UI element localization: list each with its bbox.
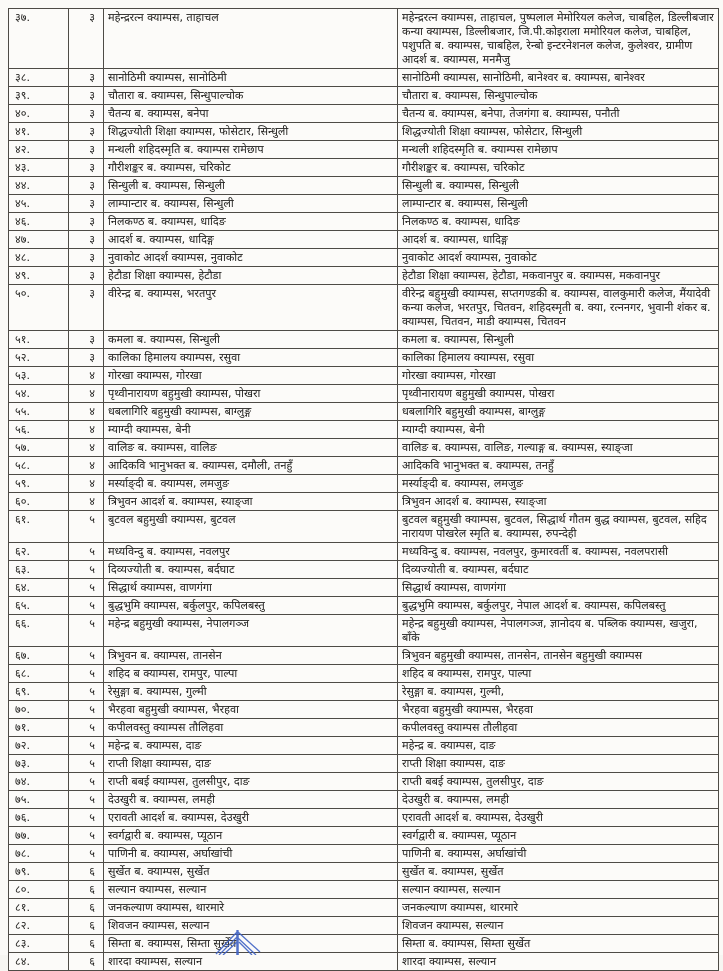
serial-number-cell: ३८. [9, 69, 69, 87]
serial-number-cell: ८०. [9, 881, 69, 899]
table-row [9, 439, 719, 457]
table-row [9, 737, 719, 755]
serial-number-cell: ६७. [9, 647, 69, 665]
serial-number-cell: ४१. [9, 123, 69, 141]
serial-number-cell: ३७. [9, 9, 69, 69]
campus-name-cell: सुर्खेत ब. क्याम्पस, सुर्खेत [104, 863, 398, 881]
campus-details-cell: हेटौडा शिक्षा क्याम्पस, हेटौडा, मकवानपुर ब. क्याम्पस, मकवानपुर [398, 267, 719, 285]
region-number-cell: ३ [69, 69, 104, 87]
campus-details-cell: लाम्पान्टार ब. क्याम्पस, सिन्धुली [398, 195, 719, 213]
region-number-cell: ४ [69, 475, 104, 493]
region-number-cell: ५ [69, 561, 104, 579]
campus-name-cell: दिव्यज्योती ब. क्याम्पस, बर्दघाट [104, 561, 398, 579]
region-number-cell: ४ [69, 457, 104, 475]
campus-name-cell: शारदा क्याम्पस, सल्यान [104, 953, 398, 971]
table-row [9, 953, 719, 971]
campus-details-cell: गौरीशङ्कर ब. क्याम्पस, चरिकोट [398, 159, 719, 177]
table-row [9, 597, 719, 615]
campus-name-cell: सिम्ता ब. क्याम्पस, सिम्ता सुर्खेत [104, 935, 398, 953]
campus-name-cell: गौरीशङ्कर ब. क्याम्पस, चरिकोट [104, 159, 398, 177]
table-row [9, 935, 719, 953]
region-number-cell: ३ [69, 285, 104, 331]
serial-number-cell: ७३. [9, 755, 69, 773]
campus-details-cell: बुद्धभुमि क्याम्पस, बर्कुलपुर, नेपाल आदर्श ब. क्याम्पस, कपिलबस्तु [398, 597, 719, 615]
campus-details-cell: भैरहवा बहुमुखी क्याम्पस, भैरहवा [398, 701, 719, 719]
campus-details-cell: मर्स्याङ्दी ब. क्याम्पस, लमजुङ [398, 475, 719, 493]
serial-number-cell: ६२. [9, 543, 69, 561]
campus-name-cell: सल्यान क्याम्पस, सल्यान [104, 881, 398, 899]
region-number-cell: ५ [69, 755, 104, 773]
campus-details-cell: राप्ती बबई क्याम्पस, तुलसीपुर, दाङ [398, 773, 719, 791]
table-row [9, 349, 719, 367]
table-row [9, 899, 719, 917]
region-number-cell: ३ [69, 267, 104, 285]
serial-number-cell: ८३. [9, 935, 69, 953]
campus-details-cell: पृथ्वीनारायण बहुमुखी क्याम्पस, पोखरा [398, 385, 719, 403]
region-number-cell: ६ [69, 863, 104, 881]
region-number-cell: ६ [69, 899, 104, 917]
campus-details-cell: सुर्खेत ब. क्याम्पस, सुर्खेत [398, 863, 719, 881]
serial-number-cell: ७०. [9, 701, 69, 719]
serial-number-cell: ५२. [9, 349, 69, 367]
campus-details-cell: म्याग्दी क्याम्पस, बेनी [398, 421, 719, 439]
campus-details-cell: मध्यविन्दु ब. क्याम्पस, नवलपुर, कुमारवर्ती ब. क्याम्पस, नवलपरासी [398, 543, 719, 561]
region-number-cell: ५ [69, 647, 104, 665]
table-row [9, 475, 719, 493]
campus-name-cell: सिद्धार्थ क्याम्पस, वाणगंगा [104, 579, 398, 597]
campus-details-cell: महेन्द्र बहुमुखी क्याम्पस, नेपालगञ्ज, ज्ञानोदय ब. पब्लिक क्याम्पस, खजुरा, बाँके [398, 615, 719, 647]
serial-number-cell: ६१. [9, 511, 69, 543]
region-number-cell: ३ [69, 195, 104, 213]
campus-details-cell: राप्ती शिक्षा क्याम्पस, दाङ [398, 755, 719, 773]
campus-details-cell: शारदा क्याम्पस, सल्यान [398, 953, 719, 971]
campus-details-cell: एरावती आदर्श ब. क्याम्पस, देउखुरी [398, 809, 719, 827]
region-number-cell: ५ [69, 683, 104, 701]
campus-details-cell: कमला ब. क्याम्पस, सिन्धुली [398, 331, 719, 349]
campus-details-cell: देउखुरी ब. क्याम्पस, लमही [398, 791, 719, 809]
serial-number-cell: ४३. [9, 159, 69, 177]
table-row [9, 267, 719, 285]
region-number-cell: ५ [69, 665, 104, 683]
campus-name-cell: चैतन्य ब. क्याम्पस, बनेपा [104, 105, 398, 123]
serial-number-cell: ५९. [9, 475, 69, 493]
table-row [9, 615, 719, 647]
table-row [9, 159, 719, 177]
serial-number-cell: ७६. [9, 809, 69, 827]
campus-name-cell: एरावती आदर्श ब. क्याम्पस, देउखुरी [104, 809, 398, 827]
region-number-cell: ६ [69, 953, 104, 971]
campus-name-cell: गोरखा क्याम्पस, गोरखा [104, 367, 398, 385]
region-number-cell: ५ [69, 597, 104, 615]
campus-name-cell: राप्ती बबई क्याम्पस, तुलसीपुर, दाङ [104, 773, 398, 791]
region-number-cell: ३ [69, 159, 104, 177]
campus-name-cell: स्वर्गद्वारी ब. क्याम्पस, प्यूठान [104, 827, 398, 845]
campus-name-cell: पृथ्वीनारायण बहुमुखी क्याम्पस, पोखरा [104, 385, 398, 403]
serial-number-cell: ५४. [9, 385, 69, 403]
table-row [9, 105, 719, 123]
campus-details-cell: चैतन्य ब. क्याम्पस, बनेपा, तेजगंगा ब. क्याम्पस, पनौती [398, 105, 719, 123]
campus-name-cell: शिवजन क्याम्पस, सल्यान [104, 917, 398, 935]
campus-details-cell: शहिद ब क्याम्पस, रामपुर, पाल्पा [398, 665, 719, 683]
serial-number-cell: ७७. [9, 827, 69, 845]
campus-name-cell: मर्स्याङ्दी ब. क्याम्पस, लमजुङ [104, 475, 398, 493]
table-row [9, 493, 719, 511]
serial-number-cell: ७५. [9, 791, 69, 809]
campus-details-cell: मन्थली शहिदस्मृति ब. क्याम्पस रामेछाप [398, 141, 719, 159]
campus-name-cell: बुटवल बहुमुखी क्याम्पस, बुटवल [104, 511, 398, 543]
campus-name-cell: शिद्धज्योती शिक्षा क्याम्पस, फोसेटार, सिन्धुली [104, 123, 398, 141]
campus-name-cell: आदर्श ब. क्याम्पस, धादिङ्ग [104, 231, 398, 249]
table-row [9, 403, 719, 421]
blue-ink-stamp-mark [213, 924, 263, 955]
region-number-cell: ४ [69, 403, 104, 421]
campus-name-cell: चौतारा ब. क्याम्पस, सिन्धुपाल्चोक [104, 87, 398, 105]
region-number-cell: ३ [69, 123, 104, 141]
table-row [9, 249, 719, 267]
table-row [9, 845, 719, 863]
region-number-cell: ३ [69, 105, 104, 123]
region-number-cell: ६ [69, 917, 104, 935]
serial-number-cell: ५६. [9, 421, 69, 439]
table-row [9, 87, 719, 105]
serial-number-cell: ५०. [9, 285, 69, 331]
region-number-cell: ५ [69, 773, 104, 791]
campus-name-cell: मध्यविन्दु ब. क्याम्पस, नवलपुर [104, 543, 398, 561]
campus-name-cell: सिन्धुली ब. क्याम्पस, सिन्धुली [104, 177, 398, 195]
campus-name-cell: सानोठिमी क्याम्पस, सानोठिमी [104, 69, 398, 87]
campus-list-table [8, 8, 719, 971]
campus-name-cell: वीरेन्द्र ब. क्याम्पस, भरतपुर [104, 285, 398, 331]
table-row [9, 561, 719, 579]
table-row [9, 421, 719, 439]
table-row [9, 69, 719, 87]
table-row [9, 9, 719, 69]
serial-number-cell: ४०. [9, 105, 69, 123]
campus-name-cell: वालिङ ब. क्याम्पस, वालिङ [104, 439, 398, 457]
serial-number-cell: ६०. [9, 493, 69, 511]
table-row [9, 773, 719, 791]
region-number-cell: ३ [69, 9, 104, 69]
campus-details-cell: निलकण्ठ ब. क्याम्पस, धादिङ [398, 213, 719, 231]
region-number-cell: ४ [69, 439, 104, 457]
campus-name-cell: नुवाकोट आदर्श क्याम्पस, नुवाकोट [104, 249, 398, 267]
campus-details-cell: रेसुङ्गा ब. क्याम्पस, गुल्मी, [398, 683, 719, 701]
campus-details-cell: शिद्धज्योती शिक्षा क्याम्पस, फोसेटार, सिन्धुली [398, 123, 719, 141]
table-row [9, 881, 719, 899]
campus-name-cell: कपीलवस्तु क्याम्पस तौलिहवा [104, 719, 398, 737]
region-number-cell: ४ [69, 493, 104, 511]
serial-number-cell: ८२. [9, 917, 69, 935]
region-number-cell: ४ [69, 385, 104, 403]
campus-name-cell: लाम्पान्टार ब. क्याम्पस, सिन्धुली [104, 195, 398, 213]
serial-number-cell: ३९. [9, 87, 69, 105]
region-number-cell: ५ [69, 579, 104, 597]
region-number-cell: ३ [69, 177, 104, 195]
serial-number-cell: ६८. [9, 665, 69, 683]
serial-number-cell: ६६. [9, 615, 69, 647]
region-number-cell: ३ [69, 231, 104, 249]
serial-number-cell: ६९. [9, 683, 69, 701]
campus-name-cell: त्रिभुवन आदर्श ब. क्याम्पस, स्याङ्जा [104, 493, 398, 511]
campus-details-cell: चौतारा ब. क्याम्पस, सिन्धुपाल्चोक [398, 87, 719, 105]
campus-details-cell: बुटवल बहुमुखी क्याम्पस, बुटवल, सिद्धार्थ गौतम बुद्ध क्याम्पस, बुटवल, सहिद नारायण पोखरेल स्मृति ब. क्याम्पस, रुपन्देही [398, 511, 719, 543]
campus-details-cell: नुवाकोट आदर्श क्याम्पस, नुवाकोट [398, 249, 719, 267]
region-number-cell: ३ [69, 331, 104, 349]
campus-name-cell: हेटौडा शिक्षा क्याम्पस, हेटौडा [104, 267, 398, 285]
serial-number-cell: ५७. [9, 439, 69, 457]
campus-details-cell: सिम्ता ब. क्याम्पस, सिम्ता सुर्खेत [398, 935, 719, 953]
campus-details-cell: त्रिभुवन आदर्श ब. क्याम्पस, स्याङ्जा [398, 493, 719, 511]
campus-name-cell: महेन्द्ररत्न क्याम्पस, ताहाचल [104, 9, 398, 69]
region-number-cell: ५ [69, 719, 104, 737]
serial-number-cell: ४२. [9, 141, 69, 159]
campus-name-cell: त्रिभुवन ब. क्याम्पस, तानसेन [104, 647, 398, 665]
table-row [9, 511, 719, 543]
campus-details-cell: धबलागिरि बहुमुखी क्याम्पस, बाग्लुङ्ग [398, 403, 719, 421]
region-number-cell: ५ [69, 809, 104, 827]
campus-details-cell: सानोठिमी क्याम्पस, सानोठिमी, बानेश्वर ब. क्याम्पस, बानेश्वर [398, 69, 719, 87]
campus-details-cell: स्वर्गद्वारी ब. क्याम्पस, प्यूठान [398, 827, 719, 845]
campus-details-cell: कालिका हिमालय क्याम्पस, रसुवा [398, 349, 719, 367]
serial-number-cell: ७४. [9, 773, 69, 791]
serial-number-cell: ५८. [9, 457, 69, 475]
campus-name-cell: बुद्धभुमि क्याम्पस, बर्कुलपुर, कपिलबस्तु [104, 597, 398, 615]
serial-number-cell: ७१. [9, 719, 69, 737]
table-row [9, 647, 719, 665]
serial-number-cell: ४४. [9, 177, 69, 195]
campus-name-cell: कमला ब. क्याम्पस, सिन्धुली [104, 331, 398, 349]
serial-number-cell: ७८. [9, 845, 69, 863]
campus-details-cell: वीरेन्द्र बहुमुखी क्याम्पस, सप्तगण्डकी ब. क्याम्पस, वालकुमारी कलेज, मैंयादेवी कन्या कलेज, भरतपुर, चितवन, शहिदस्मृती ब. क्या, रत्ननगर, भुवानी शंकर ब. क्याम्पस, चितवन, माडी क्याम्पस, चितवन [398, 285, 719, 331]
campus-table-body [9, 9, 719, 971]
table-row [9, 863, 719, 881]
region-number-cell: ५ [69, 511, 104, 543]
campus-details-cell: शिवजन क्याम्पस, सल्यान [398, 917, 719, 935]
region-number-cell: ५ [69, 701, 104, 719]
table-row [9, 791, 719, 809]
region-number-cell: ३ [69, 213, 104, 231]
region-number-cell: ५ [69, 737, 104, 755]
table-row [9, 331, 719, 349]
campus-details-cell: जनकल्याण क्याम्पस, थारमारे [398, 899, 719, 917]
region-number-cell: ५ [69, 543, 104, 561]
table-row [9, 579, 719, 597]
campus-name-cell: देउखुरी ब. क्याम्पस, लमही [104, 791, 398, 809]
campus-details-cell: सिन्धुली ब. क्याम्पस, सिन्धुली [398, 177, 719, 195]
serial-number-cell: ४७. [9, 231, 69, 249]
campus-name-cell: शहिद ब क्याम्पस, रामपुर, पाल्पा [104, 665, 398, 683]
campus-name-cell: महेन्द्र ब. क्याम्पस, दाङ [104, 737, 398, 755]
region-number-cell: ५ [69, 827, 104, 845]
table-row [9, 285, 719, 331]
table-row [9, 917, 719, 935]
table-row [9, 809, 719, 827]
serial-number-cell: ४५. [9, 195, 69, 213]
table-row [9, 213, 719, 231]
serial-number-cell: ६५. [9, 597, 69, 615]
table-row [9, 665, 719, 683]
campus-details-cell: त्रिभुवन बहुमुखी क्याम्पस, तानसेन, तानसेन बहुमुखी क्याम्पस [398, 647, 719, 665]
serial-number-cell: ५१. [9, 331, 69, 349]
table-row [9, 367, 719, 385]
serial-number-cell: ४९. [9, 267, 69, 285]
serial-number-cell: ८४. [9, 953, 69, 971]
campus-name-cell: रेसुङ्गा ब. क्याम्पस, गुल्मी [104, 683, 398, 701]
serial-number-cell: ६४. [9, 579, 69, 597]
campus-name-cell: भैरहवा बहुमुखी क्याम्पस, भैरहवा [104, 701, 398, 719]
campus-details-cell: आदिकवि भानुभक्त ब. क्याम्पस, तनहुँ [398, 457, 719, 475]
campus-details-cell: गोरखा क्याम्पस, गोरखा [398, 367, 719, 385]
region-number-cell: ५ [69, 791, 104, 809]
region-number-cell: ६ [69, 881, 104, 899]
table-row [9, 231, 719, 249]
campus-details-cell: कपीलवस्तु क्याम्पस तौलीहवा [398, 719, 719, 737]
region-number-cell: ३ [69, 141, 104, 159]
table-row [9, 543, 719, 561]
table-row [9, 827, 719, 845]
campus-details-cell: सल्यान क्याम्पस, सल्यान [398, 881, 719, 899]
table-row [9, 195, 719, 213]
serial-number-cell: ७९. [9, 863, 69, 881]
serial-number-cell: ४८. [9, 249, 69, 267]
campus-name-cell: म्याग्दी क्याम्पस, बेनी [104, 421, 398, 439]
campus-name-cell: मन्थली शहिदस्मृति ब. क्याम्पस रामेछाप [104, 141, 398, 159]
table-row [9, 123, 719, 141]
campus-details-cell: वालिङ ब. क्याम्पस, वालिङ, गल्याङ्ग ब. क्याम्पस, स्याङ्जा [398, 439, 719, 457]
campus-details-cell: दिव्यज्योती ब. क्याम्पस, बर्दघाट [398, 561, 719, 579]
table-row [9, 701, 719, 719]
campus-name-cell: आदिकवि भानुभक्त ब. क्याम्पस, दमौली, तनहुँ [104, 457, 398, 475]
serial-number-cell: ७२. [9, 737, 69, 755]
serial-number-cell: ५३. [9, 367, 69, 385]
serial-number-cell: ४६. [9, 213, 69, 231]
campus-name-cell: धबलागिरि बहुमुखी क्याम्पस, बाग्लुङ्ग [104, 403, 398, 421]
region-number-cell: ५ [69, 845, 104, 863]
table-row [9, 177, 719, 195]
campus-details-cell: महेन्द्र ब. क्याम्पस, दाङ [398, 737, 719, 755]
serial-number-cell: ५५. [9, 403, 69, 421]
campus-details-cell: सिद्धार्थ क्याम्पस, वाणगंगा [398, 579, 719, 597]
table-row [9, 683, 719, 701]
region-number-cell: ५ [69, 615, 104, 647]
campus-name-cell: महेन्द्र बहुमुखी क्याम्पस, नेपालगञ्ज [104, 615, 398, 647]
table-row [9, 457, 719, 475]
campus-name-cell: निलकण्ठ ब. क्याम्पस, धादिङ [104, 213, 398, 231]
region-number-cell: ३ [69, 87, 104, 105]
table-row [9, 755, 719, 773]
campus-details-cell: पाणिनी ब. क्याम्पस, अर्घाखांची [398, 845, 719, 863]
region-number-cell: ६ [69, 935, 104, 953]
table-row [9, 141, 719, 159]
region-number-cell: ३ [69, 249, 104, 267]
serial-number-cell: ६३. [9, 561, 69, 579]
serial-number-cell: ८१. [9, 899, 69, 917]
table-row [9, 719, 719, 737]
campus-name-cell: पाणिनी ब. क्याम्पस, अर्घाखांची [104, 845, 398, 863]
region-number-cell: ४ [69, 367, 104, 385]
region-number-cell: ३ [69, 349, 104, 367]
campus-details-cell: महेन्द्ररत्न क्याम्पस, ताहाचल, पुष्पलाल मेमोरियल कलेज, चाबहिल, डिल्लीबजार कन्या क्याम्पस, डिल्लीबजार, जि.पी.कोइराला ममोरियल कलेज, चाबहिल, पशुपति ब. क्याम्पस, चाबहिल, रेन्बो इन्टरनेशनल कलेज, कुलेश्वर, ग्रामीण आदर्श ब. क्याम्पस, मनमैजु [398, 9, 719, 69]
region-number-cell: ४ [69, 421, 104, 439]
campus-details-cell: आदर्श ब. क्याम्पस, धादिङ्ग [398, 231, 719, 249]
campus-name-cell: कालिका हिमालय क्याम्पस, रसुवा [104, 349, 398, 367]
table-row [9, 385, 719, 403]
campus-name-cell: जनकल्याण क्याम्पस, थारमारे [104, 899, 398, 917]
campus-name-cell: राप्ती शिक्षा क्याम्पस, दाङ [104, 755, 398, 773]
